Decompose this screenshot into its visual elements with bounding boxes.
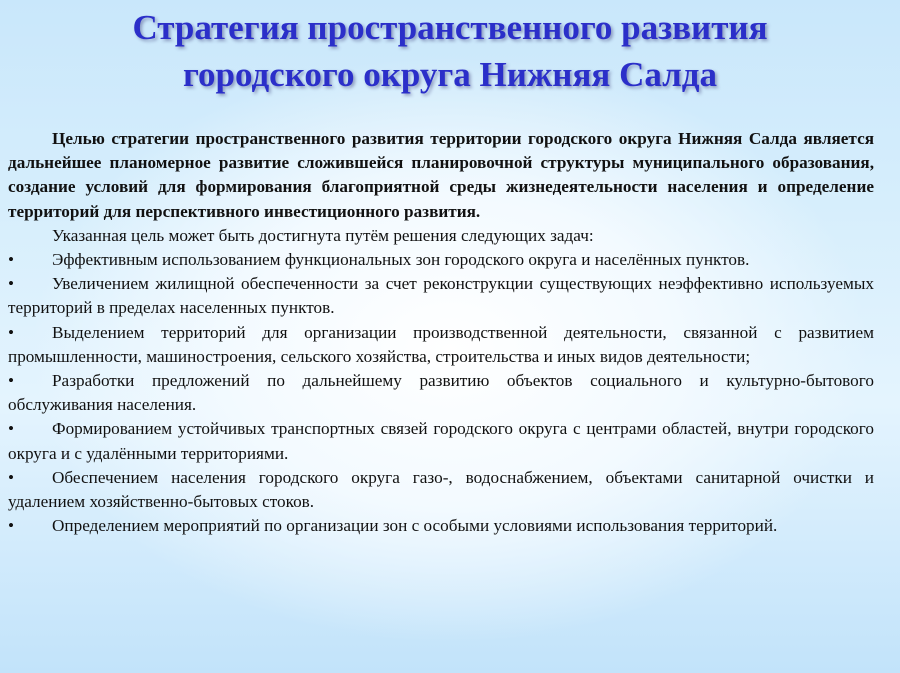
bullet-text: Увеличением жилищной обеспеченности за счет реконструкции существующих неэффективно используемых территорий в пределах населенных пунктов. [8, 274, 874, 318]
bullet-item [8, 272, 874, 320]
slide-title [0, 4, 900, 98]
bullet-text: Разработки предложений по дальнейшему развитию объектов социального и культурно-бытового обслуживания населения. [8, 371, 874, 415]
slide-body [8, 127, 874, 538]
intro-paragraph: Указанная цель может быть достигнута путём решения следующих задач: [52, 225, 594, 245]
bullet-text: Обеспечением населения городского округа газо-, водоснабжением, объектами санитарной очистки и удалением хозяйственно-бытовых стоков. [8, 467, 874, 512]
bullet-item [8, 248, 874, 272]
bullet-item [8, 321, 874, 369]
bullet-icon: • [8, 467, 15, 487]
bullet-icon: • [8, 419, 15, 439]
bullet-text: Выделением территорий для организации производственной деятельности, связанной с развитием промышленности, машиностроения, сельского хозяйства, строительства и иных видов деятельности; [8, 322, 874, 366]
bullet-item [8, 466, 874, 514]
bullet-icon: • [8, 371, 15, 391]
lead-paragraph: Целью стратегии пространственного развития территории городского округа Нижняя Салда является дальнейшее планомерное развитие сложившейся планировочной структуры муниципального образования, создание условий для формирования благоприятной среды жизнедеятельности населения и определение территорий для перспективного инвестиционного развития. [8, 129, 874, 221]
bullet-icon: • [8, 250, 15, 270]
bullet-icon: • [8, 274, 15, 294]
bullet-icon: • [8, 516, 15, 536]
bullet-item [8, 417, 874, 465]
bullet-item [8, 369, 874, 417]
bullet-text: Определением мероприятий по организации зон с особыми условиями использования территорий. [52, 516, 778, 536]
title-line-1: Стратегия пространственного развития [132, 8, 768, 47]
bullet-item [8, 514, 874, 538]
title-line-2: городского округа Нижняя Салда [183, 55, 717, 94]
bullet-text: Эффективным использованием функциональных зон городского округа и населённых пунктов. [52, 250, 750, 270]
bullet-icon: • [8, 322, 15, 342]
bullet-text: Формированием устойчивых транспортных связей городского округа с центрами областей, внутри городского округа и с удалёнными территориями. [8, 419, 874, 463]
